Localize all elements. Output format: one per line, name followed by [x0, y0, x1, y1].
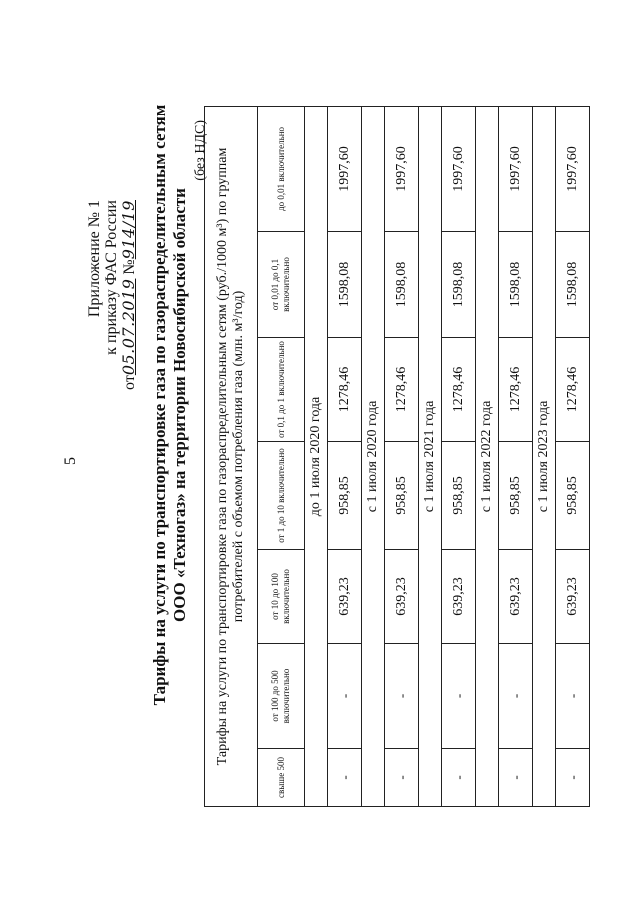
title-line-1: Тарифы на услуги по транспортировке газа по газораспределительным сетям [150, 104, 169, 706]
appendix-line-1: Приложение № 1 [86, 200, 103, 318]
tariff-value: - [442, 749, 476, 807]
table-header-main: Тарифы на услуги по транспортировке газа по газораспределительным сетям (руб./1000 м³) по группам потребителей с объемом потребления газа (млн. м³/год) [205, 106, 258, 806]
tariff-value: 1997,60 [442, 106, 476, 231]
tariff-value: 1278,46 [442, 338, 476, 442]
order-number-label: № [121, 259, 138, 275]
tariff-value: 958,85 [328, 442, 362, 550]
tariff-value: 639,23 [499, 550, 533, 644]
tariff-value: - [442, 644, 476, 749]
period-label: с 1 июля 2020 года [362, 106, 385, 806]
period-label: с 1 июля 2023 года [533, 106, 556, 806]
tariff-value: - [499, 644, 533, 749]
tariff-value: 639,23 [556, 550, 590, 644]
column-header: до 0,01 включительно [258, 106, 305, 231]
tariff-value: 1598,08 [385, 232, 419, 338]
tariff-value: 1598,08 [442, 232, 476, 338]
tariff-value: - [328, 644, 362, 749]
period-label: с 1 июля 2022 года [476, 106, 499, 806]
order-number-handwritten: 914/19 [119, 200, 138, 260]
page-number: 5 [62, 457, 79, 465]
column-header: свыше 500 [258, 749, 305, 807]
tariff-value: 958,85 [385, 442, 419, 550]
period-label: с 1 июля 2021 года [419, 106, 442, 806]
table-row [499, 106, 533, 806]
tariff-value: - [499, 749, 533, 807]
column-header: от 100 до 500 включительно [258, 644, 305, 749]
period-row [362, 106, 385, 806]
tariff-value: - [556, 749, 590, 807]
table-row [328, 106, 362, 806]
tariff-value: 1598,08 [499, 232, 533, 338]
column-header: от 0,1 до 1 включительно [258, 338, 305, 442]
tariff-value: 639,23 [328, 550, 362, 644]
period-row [419, 106, 442, 806]
tariff-value: 958,85 [556, 442, 590, 550]
column-header: от 10 до 100 включительно [258, 550, 305, 644]
order-date-handwritten: 05.07.2019 [119, 278, 138, 376]
tariff-value: 1278,46 [556, 338, 590, 442]
tariff-value: 1997,60 [328, 106, 362, 231]
tariff-value: 639,23 [385, 550, 419, 644]
tariff-value: - [385, 749, 419, 807]
column-header: от 0,01 до 0,1 включительно [258, 232, 305, 338]
tariff-value: 958,85 [442, 442, 476, 550]
tariff-value: 1278,46 [499, 338, 533, 442]
table-row [385, 106, 419, 806]
period-row [533, 106, 556, 806]
tariff-value: 1598,08 [556, 232, 590, 338]
table-row [442, 106, 476, 806]
header-row-main [205, 106, 258, 806]
tariff-value: - [385, 644, 419, 749]
tariff-value: 1997,60 [385, 106, 419, 231]
tariff-value: 1278,46 [328, 338, 362, 442]
tariff-table [204, 106, 590, 807]
title-line-2: ООО «Техногаз» на территории Новосибирской области [170, 188, 189, 622]
tariff-value: 1997,60 [556, 106, 590, 231]
tariff-value: - [556, 644, 590, 749]
tariff-value: 1997,60 [499, 106, 533, 231]
appendix-line-2: к приказу ФАС России [103, 200, 120, 355]
column-header: от 1 до 10 включительно [258, 442, 305, 550]
period-row [476, 106, 499, 806]
tariff-value: 958,85 [499, 442, 533, 550]
table-row [556, 106, 590, 806]
appendix-order-line [120, 200, 138, 390]
vat-note: (без НДС) [193, 120, 208, 181]
order-from-label: от [121, 375, 138, 390]
period-row [305, 106, 328, 806]
document-title [150, 25, 190, 785]
header-row-columns [258, 106, 305, 806]
tariff-value: 1278,46 [385, 338, 419, 442]
period-label: до 1 июля 2020 года [305, 106, 328, 806]
tariff-value: 1598,08 [328, 232, 362, 338]
tariff-value: 639,23 [442, 550, 476, 644]
tariff-value: - [328, 749, 362, 807]
appendix-block [86, 200, 138, 390]
